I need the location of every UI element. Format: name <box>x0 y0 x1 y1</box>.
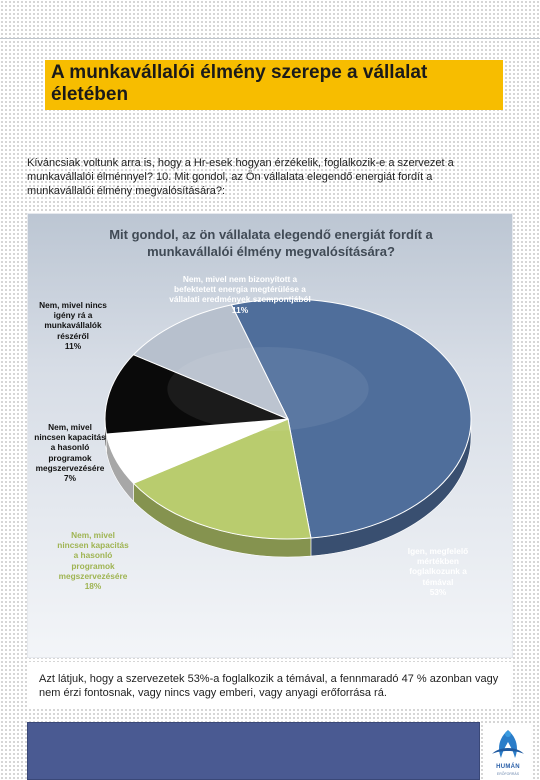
logo-name: HUMÁN <box>496 764 520 770</box>
label-line: munkavállalók <box>44 320 102 331</box>
label-line: a hasonló <box>73 550 113 561</box>
top-divider <box>0 38 540 39</box>
label-line: a hasonló <box>50 442 90 453</box>
conclusion-text: Azt látjuk, hogy a szervezetek 53%-a foglalkozik a témával, a fennmaradó 47 % azonban vagy nem érzi fontosnak, vagy nincs vagy emberi, vagy anyagi erőforrása rá. <box>27 662 513 708</box>
label-line: megszervezésére <box>58 570 128 581</box>
label-line: foglalkozunk a <box>409 566 467 577</box>
label-line: Nem, mivel <box>48 422 92 432</box>
label-line: mértékben <box>417 556 459 567</box>
company-logo <box>483 724 533 780</box>
intro-text: Kíváncsiak voltunk arra is, hogy a Hr-esek hogyan érzékelik, foglalkozik-e a szervezet a munkavállalói élménnyel? 10. Mit gondol, az Ön vállalata elegendő energiát fordít a munkavállalói élmény megvalósítására?: <box>27 157 454 197</box>
label-line: Nem, mivel nem bizonyított a <box>182 274 298 284</box>
label-line: részéről <box>57 330 89 341</box>
pie-chart <box>27 213 513 658</box>
label-percent: 18% <box>84 581 102 592</box>
label-line: megszervezésére <box>35 462 105 473</box>
slice-label-igeny <box>28 300 118 351</box>
logo-subtitle: ERŐFORRÁS <box>496 772 520 776</box>
label-percent: 53% <box>429 586 447 597</box>
slice-label-igen <box>390 546 486 597</box>
label-line: Igen, megfelelő <box>407 546 469 556</box>
label-percent: 7% <box>64 473 76 484</box>
label-line: nincsen kapacitás <box>34 432 106 443</box>
label-percent: 11% <box>231 304 249 315</box>
label-line: Nem, mivel nincs <box>39 300 107 310</box>
footer-bar <box>27 722 480 780</box>
slice-label-kapacitas-green <box>50 530 136 591</box>
label-line: igény rá a <box>53 310 93 321</box>
slice-label-megterules <box>150 274 330 315</box>
label-line: vállalati eredmények szempontjából <box>169 294 311 305</box>
label-percent: 11% <box>64 340 82 351</box>
page-title: A munkavállalói élmény szerepe a vállalat életében <box>45 60 503 110</box>
chart-title: Mit gondol, az ön vállalata elegendő energiát fordít a munkavállalói élmény megvalósítására? <box>109 227 433 259</box>
label-line: témával <box>422 576 454 587</box>
label-line: programok <box>71 560 115 571</box>
label-line: programok <box>48 452 92 463</box>
label-line: nincsen kapacitás <box>57 540 129 551</box>
label-line: befektetett energia megtérülése a <box>174 284 306 295</box>
slice-label-kapacitas <box>28 422 112 483</box>
logo-mark-icon <box>483 724 533 764</box>
pie-highlight <box>167 347 368 431</box>
label-line: Nem, mivel <box>71 530 115 540</box>
